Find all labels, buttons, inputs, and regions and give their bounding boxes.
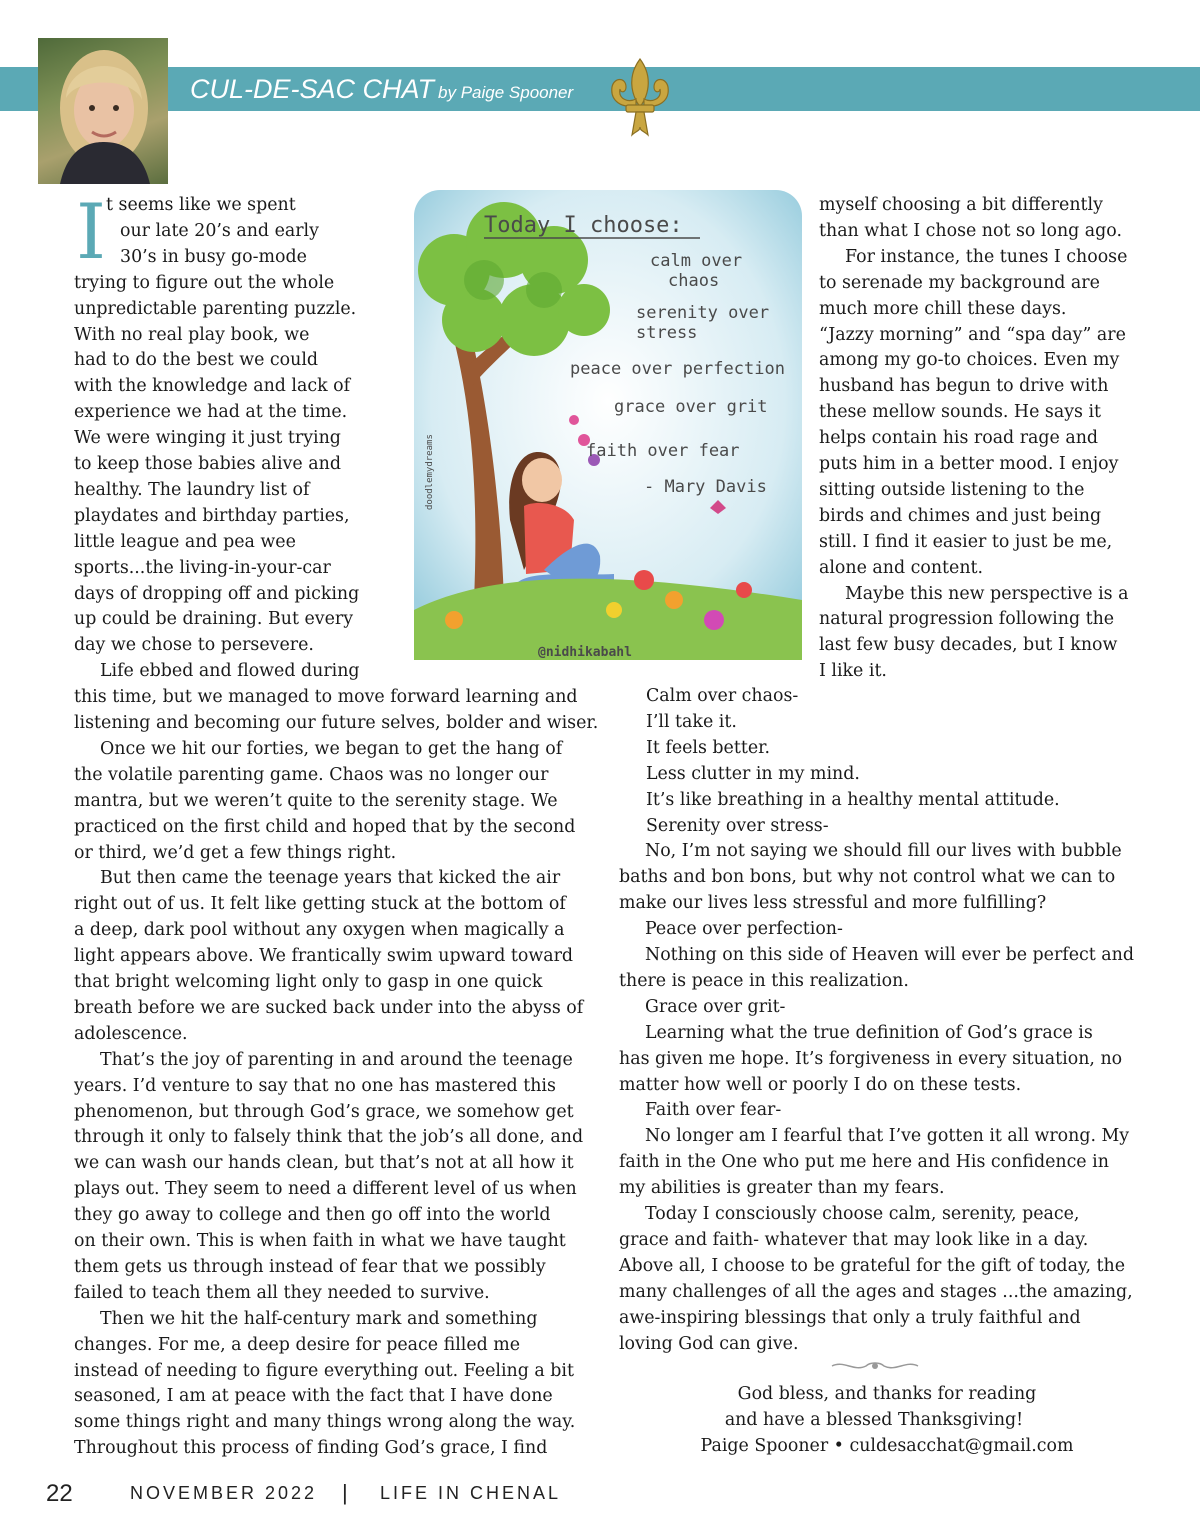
text-line: with the knowledge and lack of [74,376,351,397]
author-portrait-drawing [38,38,168,184]
text-line: playdates and birthday parties, [74,505,350,526]
text-line: phenomenon, but through God’s grace, we somehow get [74,1101,574,1122]
text-line: sports...the living-in-your-car [74,557,331,578]
publication-name: LIFE IN CHENAL [380,1483,562,1503]
text-line: natural progression following the [819,609,1115,630]
text-line: No longer am I fearful that I’ve gotten it all wrong. My [645,1126,1130,1147]
text-line: 30’s in busy go-mode [120,246,307,267]
text-line: helps contain his road rage and [819,428,1099,449]
text-line: years. I’d venture to say that no one has mastered this [74,1075,556,1096]
text-line: myself choosing a bit differently [819,195,1103,215]
text-line: little league and pea wee [74,531,296,552]
illustration-item: stress [636,323,698,343]
text-line: That’s the joy of parenting in and around the teenage [100,1049,573,1070]
illustration-item: calm over [650,251,743,271]
text-line: these mellow sounds. He says it [819,402,1102,423]
text-line: Throughout this process of finding God’s grace, I find [74,1438,548,1459]
closing-line-2: and have a blessed Thanksgiving! [724,1410,1024,1430]
illustration-side-credit: doodlemydreams [425,434,435,510]
text-line: Grace over grit- [645,996,786,1017]
text-line: Learning what the true definition of God’s grace is [645,1022,1093,1043]
poem-line: Serenity over stress- [646,815,829,836]
column-title-text: CUL-DE-SAC CHAT [190,74,435,104]
illustration-item: - Mary Davis [644,477,767,497]
header-banner [0,67,1200,111]
illustration-item: faith over fear [586,441,740,461]
text-line: adolescence. [74,1023,188,1044]
text-line: I like it. [819,661,887,682]
text-line: this time, but we managed to move forward learning and [74,687,578,708]
poem-line: I’ll take it. [646,711,737,732]
text-line: them gets us through instead of fear that we possibly [74,1256,546,1277]
text-line: my abilities is greater than my fears. [619,1178,945,1199]
text-line: alone and content. [819,557,984,578]
text-line: a deep, dark pool without any oxygen when magically a [74,920,565,941]
poem-line: Less clutter in my mind. [646,763,860,784]
text-line: much more chill these days. [819,298,1067,319]
text-line: matter how well or poorly I do on these tests. [619,1074,1022,1095]
text-line: that bright welcoming light only to gasp in one quick [74,972,543,992]
girl-face [522,458,562,502]
text-line: last few busy decades, but I know [819,635,1118,656]
text-line: our late 20’s and early [120,220,319,241]
text-line: puts him in a better mood. I enjoy [819,454,1119,474]
text-line: right out of us. It felt like getting stuck at the bottom of [74,894,566,915]
text-line: awe-inspiring blessings that only a truly faithful and [619,1307,1081,1328]
text-line: has given me hope. It’s forgiveness in every situation, no [619,1048,1123,1069]
text-line: some things right and many things wrong along the way. [74,1412,576,1433]
page-number: 22 [46,1480,73,1507]
today-i-choose-illustration [414,190,802,660]
text-line: the volatile parenting game. Chaos was no longer our [74,764,549,785]
text-line: birds and chimes and just being [819,505,1102,526]
text-line: to keep those babies alive and [74,454,341,474]
text-line: changes. For me, a deep desire for peace filled me [74,1334,521,1355]
text-line: t seems like we spent [106,195,296,215]
text-line: baths and bon bons, but why not control what we can to [619,867,1116,888]
text-line: For instance, the tunes I choose [845,246,1128,267]
text-line: Nothing on this side of Heaven will ever be perfect and [645,945,1134,965]
author-photo [38,38,168,184]
illustration-item: chaos [668,271,720,291]
text-line: Once we hit our forties, we began to get the hang of [100,738,563,759]
text-line: among my go-to choices. Even my [819,350,1120,371]
text-line: we can wash our hands clean, but that’s not at all how it [74,1153,574,1174]
text-line: husband has begun to drive with [819,376,1109,397]
text-line: to serenade my background are [819,272,1100,293]
text-line: practiced on the first child and hoped that by the second [74,816,576,837]
illustration-item: grace over grit [614,397,768,417]
closing-line-1: God bless, and thanks for reading [737,1384,1037,1404]
text-line: faith in the One who put me here and His confidence in [619,1152,1109,1173]
text-line: loving God can give. [619,1333,799,1354]
text-line: day we chose to persevere. [74,635,314,656]
illustration-item: peace over perfection [570,359,785,379]
text-line: But then came the teenage years that kicked the air [100,868,561,889]
text-line: “Jazzy morning” and “spa day” are [819,324,1126,345]
ornament-divider-icon [830,1358,920,1374]
fleur-de-lis-icon [604,55,676,141]
drop-cap: I [76,187,107,276]
text-line: mantra, but we weren’t quite to the serenity stage. We [74,790,558,811]
text-line: seasoned, I am at peace with the fact that I have done [74,1386,553,1407]
text-line: Peace over perfection- [645,919,843,940]
poem-line: Calm over chaos- [646,686,799,706]
illustration-heading: Today I choose: [484,213,683,238]
text-line: Life ebbed and flowed during [100,661,360,682]
illustration-item: serenity over [636,303,770,323]
text-line: experience we had at the time. [74,402,348,423]
text-line: instead of needing to figure everything out. Feeling a bit [74,1360,574,1381]
text-line: days of dropping off and picking [74,583,360,604]
closing-signature: Paige Spooner • culdesacchat@gmail.com [700,1436,1074,1456]
text-line: Maybe this new perspective is a [845,583,1129,604]
text-line: or third, we’d get a few things right. [74,842,397,863]
poem-line: It’s like breathing in a healthy mental attitude. [646,789,1060,810]
text-line: make our lives less stressful and more fulfilling? [619,893,1047,914]
text-line: light appears above. We frantically swim upward toward [74,946,574,967]
byline: by Paige Spooner [438,83,574,102]
text-line: through it only to falsely think that the job’s all done, and [74,1127,584,1148]
text-line: No, I’m not saying we should fill our lives with bubble [645,841,1122,862]
text-line: healthy. The laundry list of [74,479,310,500]
text-line: than what I chose not so long ago. [819,220,1123,241]
text-line: grace and faith- whatever that may look like in a day. [619,1229,1089,1250]
illustration-credit: @nidhikabahl [538,645,632,660]
text-line: up could be draining. But every [74,609,354,630]
issue-date: NOVEMBER 2022 [130,1483,318,1503]
poem-line: It feels better. [646,737,771,758]
text-line: unpredictable parenting puzzle. [74,298,357,319]
text-line: listening and becoming our future selves, bolder and wiser. [74,713,599,733]
text-line: Then we hit the half-century mark and something [100,1308,538,1329]
text-line: they go away to college and then go off into the world [74,1205,551,1226]
text-line: there is peace in this realization. [619,970,909,991]
column-title [190,74,573,105]
text-line: on their own. This is when faith in what we have taught [74,1231,566,1251]
text-line: With no real play book, we [74,324,310,345]
text-line: trying to figure out the whole [74,272,335,293]
text-line: had to do the best we could [74,350,319,371]
footer-separator: | [342,1480,348,1505]
text-line: plays out. They seem to need a different level of us when [74,1179,577,1200]
text-line: We were winging it just trying [74,428,341,449]
text-line: still. I find it easier to just be me, [819,531,1113,552]
text-line: breath before we are sucked back under into the abyss of [74,997,584,1018]
text-line: sitting outside listening to the [819,479,1085,500]
text-line: Above all, I choose to be grateful for the gift of today, the [619,1255,1125,1276]
text-line: Faith over fear- [645,1100,782,1121]
text-line: many challenges of all the ages and stages ...the amazing, [619,1281,1133,1302]
text-line: failed to teach them all they needed to survive. [74,1282,490,1303]
text-line: Today I consciously choose calm, serenity, peace, [645,1204,1080,1224]
